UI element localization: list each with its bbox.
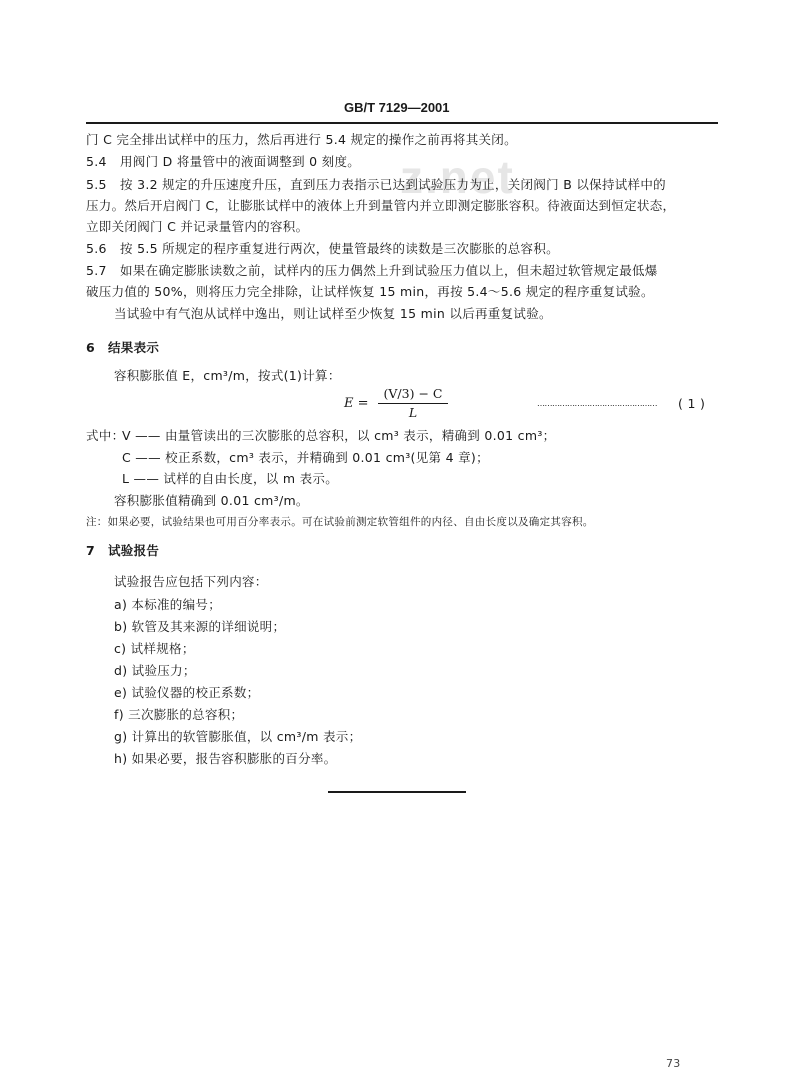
formula-fraction-bar: [378, 403, 448, 404]
clause-5-7-number: 5.7: [86, 263, 107, 278]
report-item-d: d) 试验压力；: [114, 663, 196, 678]
watermark-text: z.net: [400, 151, 515, 203]
section-7-number: 7: [86, 543, 95, 558]
bubble-paragraph: 当试验中有气泡从试样中逸出，则让试样至少恢复 15 min 以后再重复试验。: [114, 306, 552, 321]
report-item-h: h) 如果必要，报告容积膨胀的百分率。: [114, 751, 337, 766]
clause-5-6-text: 按 5.5 所规定的程序重复进行两次，使量管最终的读数是三次膨胀的总容积。: [120, 241, 559, 256]
section-6-number: 6: [86, 340, 95, 355]
paragraph-continuation: 门 C 完全排出试样中的压力，然后再进行 5.4 规定的操作之前再将其关闭。: [86, 132, 517, 147]
report-item-a: a) 本标准的编号；: [114, 597, 222, 612]
page-number: 73: [666, 1057, 681, 1070]
clause-5-6-number: 5.6: [86, 241, 107, 256]
end-of-document-rule: [328, 791, 466, 793]
where-definition-v: V —— 由量管读出的三次膨胀的总容积，以 cm³ 表示，精确到 0.01 cm³；: [122, 428, 556, 443]
report-item-g: g) 计算出的软管膨胀值，以 cm³/m 表示；: [114, 729, 362, 744]
clause-5-5-line-2: 压力。然后开启阀门 C，让膨胀试样中的液体上升到量管内并立即测定膨胀容积。待液面达到恒定状态，: [86, 198, 676, 213]
precision-statement: 容积膨胀值精确到 0.01 cm³/m。: [114, 493, 309, 508]
clause-5-4-number: 5.4: [86, 154, 107, 169]
clause-5-5-line-3: 立即关闭阀门 C 并记录量管内的容积。: [86, 219, 309, 234]
formula-leader-dots: …………………………………………: [537, 399, 657, 408]
clause-5-7-line-1: 如果在确定膨胀读数之前，试样内的压力偶然上升到试验压力值以上，但未超过软管规定最低爆: [120, 263, 658, 278]
report-item-e: e) 试验仪器的校正系数；: [114, 685, 260, 700]
header-rule: [86, 122, 718, 124]
report-item-f: f) 三次膨胀的总容积；: [114, 707, 244, 722]
clause-5-7-line-2: 破压力值的 50%，则将压力完全排除，让试样恢复 15 min，再按 5.4～5.6 规定的程序重复试验。: [86, 284, 654, 299]
formula-intro: 容积膨胀值 E，cm³/m，按式(1)计算：: [114, 368, 341, 383]
formula-denominator: L: [408, 405, 418, 420]
report-intro: 试验报告应包括下列内容：: [114, 574, 268, 589]
formula-numerator: (V/3) − C: [383, 386, 443, 401]
where-label: 式中：: [86, 428, 125, 443]
report-item-c: c) 试样规格；: [114, 641, 195, 656]
note-text: 注：如果必要，试验结果也可用百分率表示。可在试验前测定软管组件的内径、自由长度以及确定其容积。: [86, 516, 594, 528]
clause-5-5-number: 5.5: [86, 177, 107, 192]
clause-5-4-text: 用阀门 D 将量管中的液面调整到 0 刻度。: [120, 154, 361, 169]
section-7-title: 试验报告: [108, 543, 160, 558]
where-definition-c: C —— 校正系数，cm³ 表示，并精确到 0.01 cm³(见第 4 章)；: [122, 450, 489, 465]
formula-lhs: E =: [344, 396, 369, 411]
report-item-b: b) 软管及其来源的详细说明；: [114, 619, 286, 634]
where-definition-l: L —— 试样的自由长度，以 m 表示。: [122, 471, 339, 486]
clause-5-5-line-1: 按 3.2 规定的升压速度升压，直到压力表指示已达到试验压力为止，关闭阀门 B 以保持试样中的: [120, 177, 666, 192]
formula-number: ( 1 ): [678, 396, 706, 411]
section-6-title: 结果表示: [108, 340, 160, 355]
standard-number-header: GB/T 7129—2001: [344, 100, 450, 115]
